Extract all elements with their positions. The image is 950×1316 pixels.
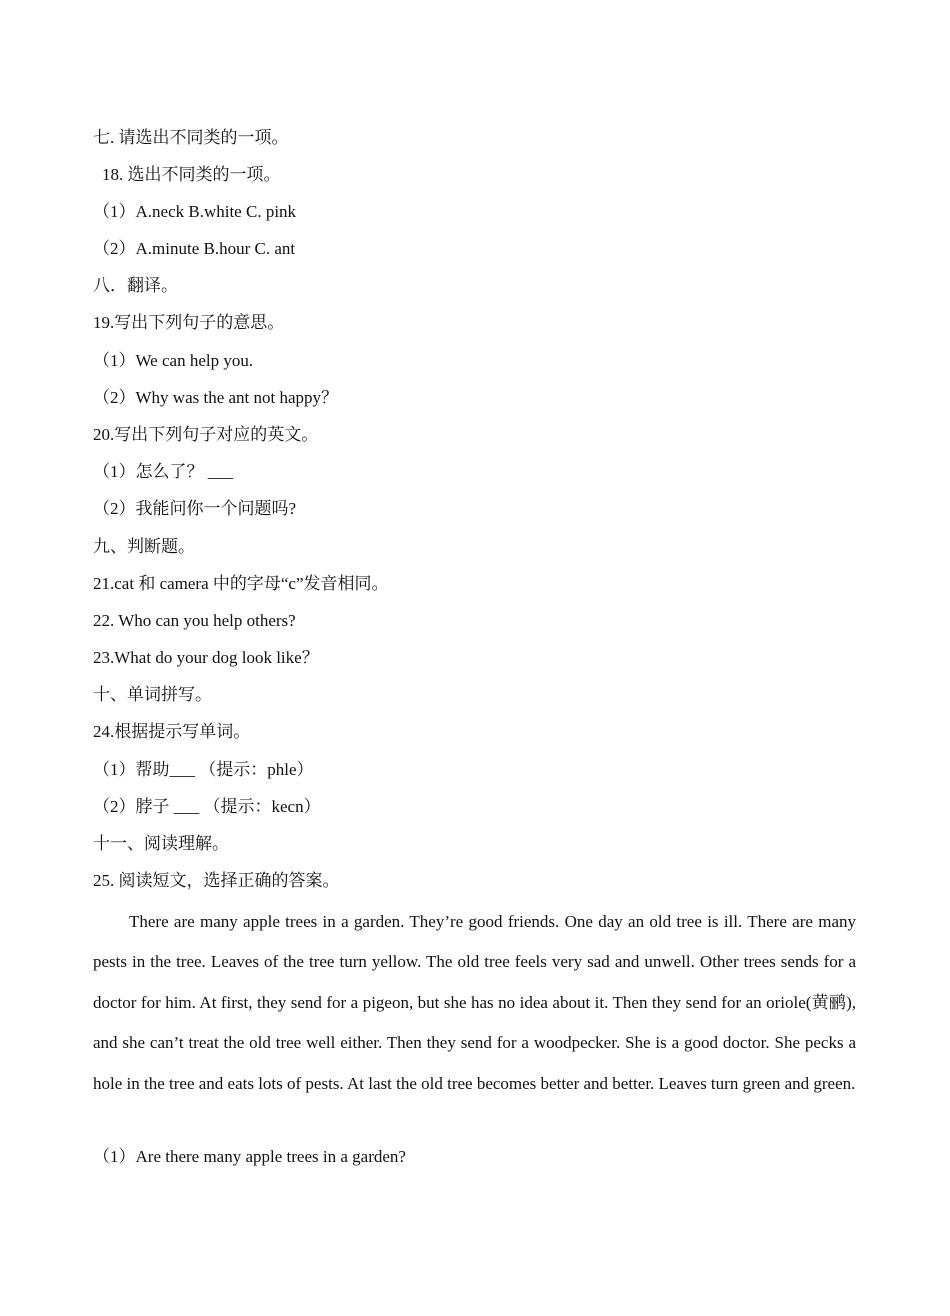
question-19-item-2: （2）Why was the ant not happy？ [93,388,339,407]
question-24-item-1: （1）帮助___ （提示：phle） [93,760,314,779]
reading-passage: There are many apple trees in a garden. They’re good friends. One day an old tree is ill. There are many pests in the tree. Leaves of the tree turn yellow. The old tree feels very sad and unwell. Other trees sends for a doctor for him. At first, they send for a pigeon, but she has no idea about it. Then they send for an oriole(黄鹂), and she can’t treat the old tree well either. Then they send for a woodpecker. She is a good doctor. She pecks a hole in the tree and eats lots of pests. At last the old tree becomes better and better. Leaves turn green and green. [93,912,856,1093]
question-24-item-2: （2）脖子 ___ （提示：kecn） [93,797,321,816]
question-23: 23.What do your dog look like？ [93,648,319,667]
question-18-item-2: （2）A.minute B.hour C. ant [93,239,296,258]
question-25-item-1: （1）Are there many apple trees in a garden? [93,1147,406,1166]
section-9-heading: 九、判断题。 [93,537,195,556]
question-19: 19.写出下列句子的意思。 [93,313,285,332]
section-10-heading: 十、单词拼写。 [93,685,212,704]
question-25: 25. 阅读短文，选择正确的答案。 [93,871,340,890]
section-11-heading: 十一、阅读理解。 [93,834,229,853]
question-19-item-1: （1）We can help you. [93,351,254,370]
question-24: 24.根据提示写单词。 [93,722,251,741]
section-7-heading: 七. 请选出不同类的一项。 [93,128,289,147]
question-21: 21.cat 和 camera 中的字母“c”发音相同。 [93,574,389,593]
question-20-item-2: （2）我能问你一个问题吗? [93,499,297,518]
question-22: 22. Who can you help others? [93,611,296,630]
question-20-item-1: （1）怎么了？ ___ [93,462,234,481]
question-18: 18. 选出不同类的一项。 [102,165,281,184]
question-18-item-1: （1）A.neck B.white C. pink [93,202,297,221]
section-8-heading: 八．翻译。 [93,276,178,295]
question-20: 20.写出下列句子对应的英文。 [93,425,319,444]
